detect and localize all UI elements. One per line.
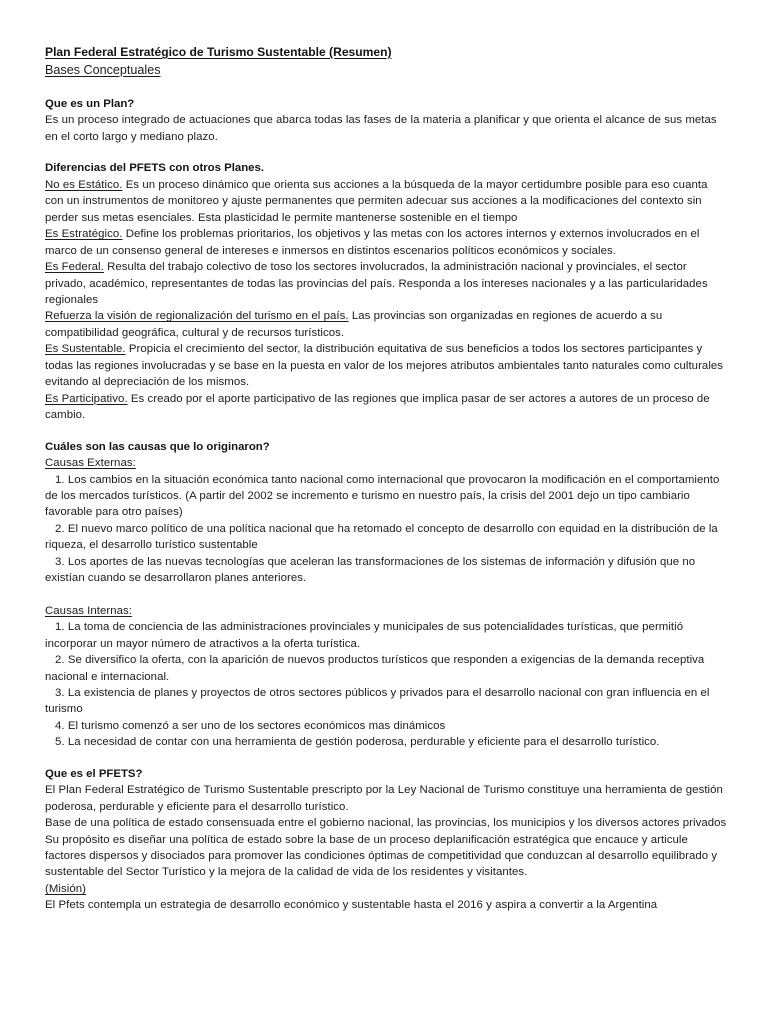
pfets-paragraph: El Plan Federal Estratégico de Turismo Sustentable prescripto por la Ley Nacional de Turismo constituye una herramienta de gestión poderosa, perdurable y eficiente para el desarrollo turístico. <box>45 784 723 813</box>
spacer <box>45 145 729 160</box>
causa-externa-item: 2. El nuevo marco político de una política nacional que ha retomado el concepto de desarrollo con equidad en la distribución de la riqueza, el desarrollo turístico sustentable <box>45 522 718 552</box>
causa-interna-item: 3. La existencia de planes y proyectos de otros sectores públicos y privados para el desarrollo nacional con gran influencia en el turismo <box>45 686 710 716</box>
diferencias-item-text: Las provincias son organizadas en regiones de acuerdo a su compatibilidad geográfica, cultural y de recursos turísticos. <box>45 310 663 339</box>
diferencias-item-lead: Es Estratégico. <box>45 228 123 241</box>
diferencias-item <box>45 259 729 308</box>
section-heading-que-es-un-plan: Que es un Plan? <box>45 98 135 110</box>
diferencias-item-lead: Es Participativo. <box>45 392 128 405</box>
causa-interna-item: 1. La toma de conciencia de las administraciones provinciales y municipales de sus potencialidades turísticas, que permitió incorporar un mayor número de atractivos a la oferta turística. <box>45 621 684 650</box>
diferencias-item-lead: Refuerza la visión de regionalización del turismo en el país. <box>45 310 349 323</box>
diferencias-item-text: Es un proceso dinámico que orienta sus acciones a la búsqueda de la mayor certidumbre posible para eso cuanta con un instrumentos de monitoreo y ajuste permanentes que permiten adecuar sus acciones a la modificaciones del contexto sin perder sus metas esenciales. Esta plasticidad le permite mantenerse sostenible en el tiempo <box>45 178 708 224</box>
diferencias-item <box>45 226 729 259</box>
diferencias-item-text: Es creado por el aporte participativo de las regiones que implica pasar de ser actores a autores de un proceso de cambio. <box>45 392 710 422</box>
diferencias-item-text: Propicia el crecimiento del sector, la distribución equitativa de sus beneficios a todos los sectores participantes y todas las regiones involucradas y se base en la puesta en valor de los mejores atributos ambientales tanto naturales como culturales evitando al depreciación de los mismos. <box>45 343 724 389</box>
diferencias-item <box>45 177 729 226</box>
causa-interna-item: 2. Se diversifico la oferta, con la aparición de nuevos productos turísticos que responden a exigencias de la demanda receptiva nacional e internacional. <box>45 654 705 683</box>
subheading-causas-externas: Causas Externas: <box>45 457 136 470</box>
diferencias-item <box>45 391 729 424</box>
mision-paragraph: El Pfets contempla un estrategia de desarrollo económico y sustentable hasta el 2016 y aspira a convertir a la Argentina <box>45 899 658 912</box>
diferencias-item-text: Define los problemas prioritarios, los objetivos y las metas con los actores internos y externos involucrados en el marco de un consenso general de intereses e inmersos en distintos escenarios políticos económicos y sociales. <box>45 228 700 257</box>
diferencias-item <box>45 308 729 341</box>
spacer <box>45 424 729 439</box>
causa-interna-item: 4. El turismo comenzó a ser uno de los sectores económicos mas dinámicos <box>55 719 446 732</box>
causa-externa-item: 1. Los cambios en la situación económica tanto nacional como internacional que provocaron la modificación en el comportamiento de los mercados turísticos. (A partir del 2002 se incremento e turismo en nuestro país, la crisis del 2001 dejo un tipo cambiario favorable para otro países) <box>45 473 720 519</box>
section-heading-diferencias: Diferencias del PFETS con otros Planes. <box>45 162 265 175</box>
subheading-causas-internas: Causas Internas: <box>45 604 133 617</box>
diferencias-item-lead: Es Sustentable. <box>45 343 126 356</box>
mision-label: (Misión) <box>45 882 86 895</box>
spacer <box>45 587 729 603</box>
diferencias-item-lead: Es Federal. <box>45 261 104 274</box>
document-body <box>45 44 729 914</box>
document-subtitle: Bases Conceptuales <box>45 63 161 77</box>
causa-externa-item: 3. Los aportes de las nuevas tecnologías que aceleran las transformaciones de los sistemas de información y difusión que no existían cuando se desarrollaron planes anteriores. <box>45 555 696 585</box>
spacer <box>45 751 729 766</box>
diferencias-item-lead: No es Estático. <box>45 178 123 191</box>
pfets-paragraph: Su propósito es diseñar una política de estado sobre la base de un proceso deplanificación estratégica que encauce y articule factores dispersos y disociados para promover las condiciones óptimas de competitividad que conduzcan al desarrollo equilibrado y sustentable del Sector Turístico y la mejora de la calidad de vida de los residentes y visitantes. <box>45 833 718 879</box>
paragraph-que-es-un-plan: Es un proceso integrado de actuaciones que abarca todas las fases de la materia a planificar y que orienta el alcance de sus metas en el corto largo y mediano plazo. <box>45 114 717 143</box>
section-heading-causas: Cuáles son las causas que lo originaron? <box>45 440 270 453</box>
diferencias-item-text: Resulta del trabajo colectivo de toso los sectores involucrados, la administración nacional y provinciales, el sector privado, académico, representantes de todas las provincias del país. Responda a los intereses nacionales y a las particularidades regionales <box>45 261 708 306</box>
section-heading-que-es-el-pfets: Que es el PFETS? <box>45 767 143 780</box>
spacer <box>45 80 729 96</box>
document-title: Plan Federal Estratégico de Turismo Sustentable (Resumen) <box>45 45 392 59</box>
diferencias-item <box>45 341 729 390</box>
pfets-paragraph: Base de una política de estado consensuada entre el gobierno nacional, las provincias, los municipios y los diversos actores privados <box>45 817 727 830</box>
causa-interna-item: 5. La necesidad de contar con una herramienta de gestión poderosa, perdurable y eficiente para el desarrollo turístico. <box>55 736 660 749</box>
